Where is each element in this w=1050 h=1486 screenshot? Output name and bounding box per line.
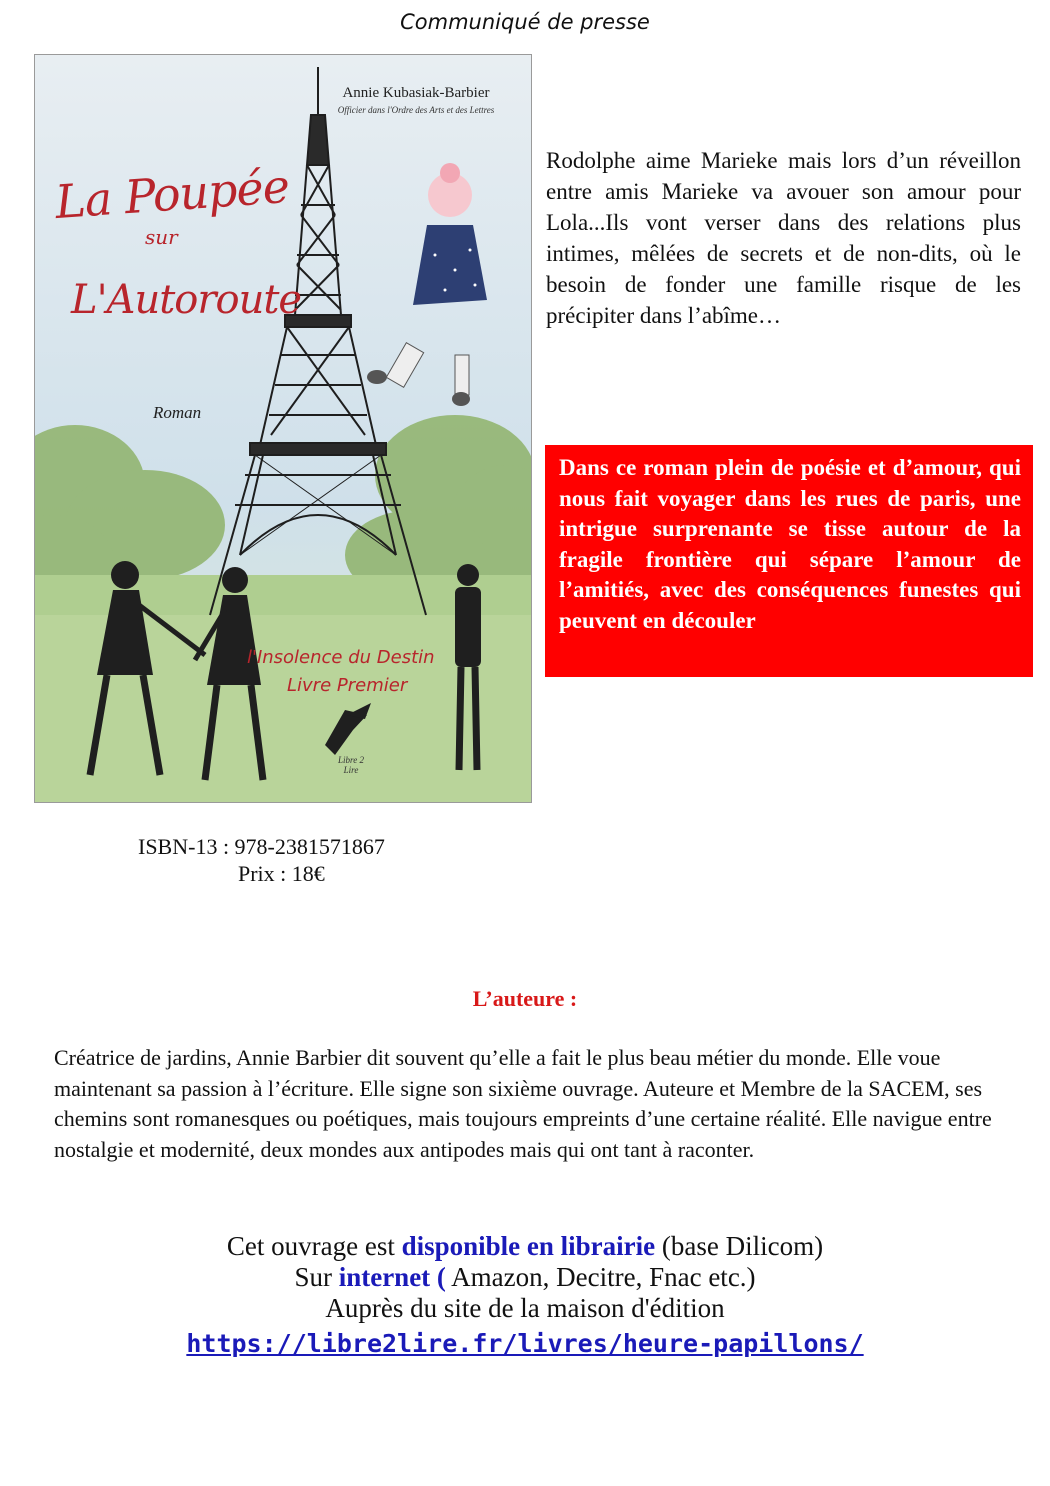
cover-series-line2: Livre Premier bbox=[287, 675, 408, 696]
author-bio: Créatrice de jardins, Annie Barbier dit souvent qu’elle a fait le plus beau métier du monde. Elle voue maintenant sa passion à l’écriture. Elle signe son sixième ouvrage. Auteure et Membre de la SACEM, ses chemins sont romanesques ou poétiques, mais toujours empreints d’une certaine réalité. Elle navigue entre nostalgie et modernité, deux mondes aux antipodes mais qui ont tant à raconter. bbox=[54, 1045, 992, 1162]
book-info bbox=[138, 833, 448, 887]
cover-title-line2: sur bbox=[145, 225, 178, 249]
isbn-text: ISBN-13 : 978-2381571867 bbox=[138, 834, 385, 859]
highlight-box: Dans ce roman plein de poésie et d’amour, qui nous fait voyager dans les rues de paris, une intrigue surprenante se tisse autour de la fragile frontière qui sépare l’amour de l’amitiés, avec des conséquences funestes qui peuvent en découler bbox=[545, 445, 1033, 677]
availability-bookstore: disponible en librairie bbox=[401, 1231, 656, 1261]
availability-line1-suffix: (base Dilicom) bbox=[655, 1231, 824, 1261]
availability-section bbox=[0, 1231, 1050, 1359]
availability-line2 bbox=[0, 1262, 1050, 1293]
cover-series-line1: l'Insolence du Destin bbox=[247, 647, 435, 668]
cover-title-line3: L'Autoroute bbox=[71, 277, 302, 323]
cover-title-line1: La Poupée bbox=[53, 158, 291, 230]
price-text: Prix : 18€ bbox=[238, 861, 325, 886]
cover-genre: Roman bbox=[153, 403, 202, 422]
availability-line2-prefix: Sur bbox=[294, 1262, 339, 1292]
availability-line3: Auprès du site de la maison d'édition bbox=[325, 1293, 725, 1323]
availability-internet: internet ( bbox=[338, 1262, 446, 1292]
cover-author: Annie Kubasiak-Barbier bbox=[342, 85, 490, 101]
cover-publisher: Libre 2 Lire bbox=[338, 755, 364, 775]
publisher-link[interactable]: https://libre2lire.fr/livres/heure-papillons/ bbox=[186, 1329, 864, 1358]
availability-line2-suffix: Amazon, Decitre, Fnac etc.) bbox=[445, 1262, 756, 1292]
cover-distinction: Officier dans l'Ordre des Arts et des Lettres bbox=[337, 105, 495, 115]
book-cover bbox=[34, 54, 532, 803]
availability-line1 bbox=[0, 1231, 1050, 1262]
author-heading: L’auteure : bbox=[472, 986, 578, 1011]
page-header-title: Communiqué de presse bbox=[400, 10, 650, 34]
availability-line1-prefix: Cet ouvrage est bbox=[226, 1231, 402, 1261]
synopsis-text: Rodolphe aime Marieke mais lors d’un réveillon entre amis Marieke va avouer son amour pour Lola...Ils vont verser dans des relations plus intimes, mêlées de secrets et de non-dits, où le besoin de fonder une famille risque de les précipiter dans l’abîme… bbox=[546, 148, 1021, 328]
